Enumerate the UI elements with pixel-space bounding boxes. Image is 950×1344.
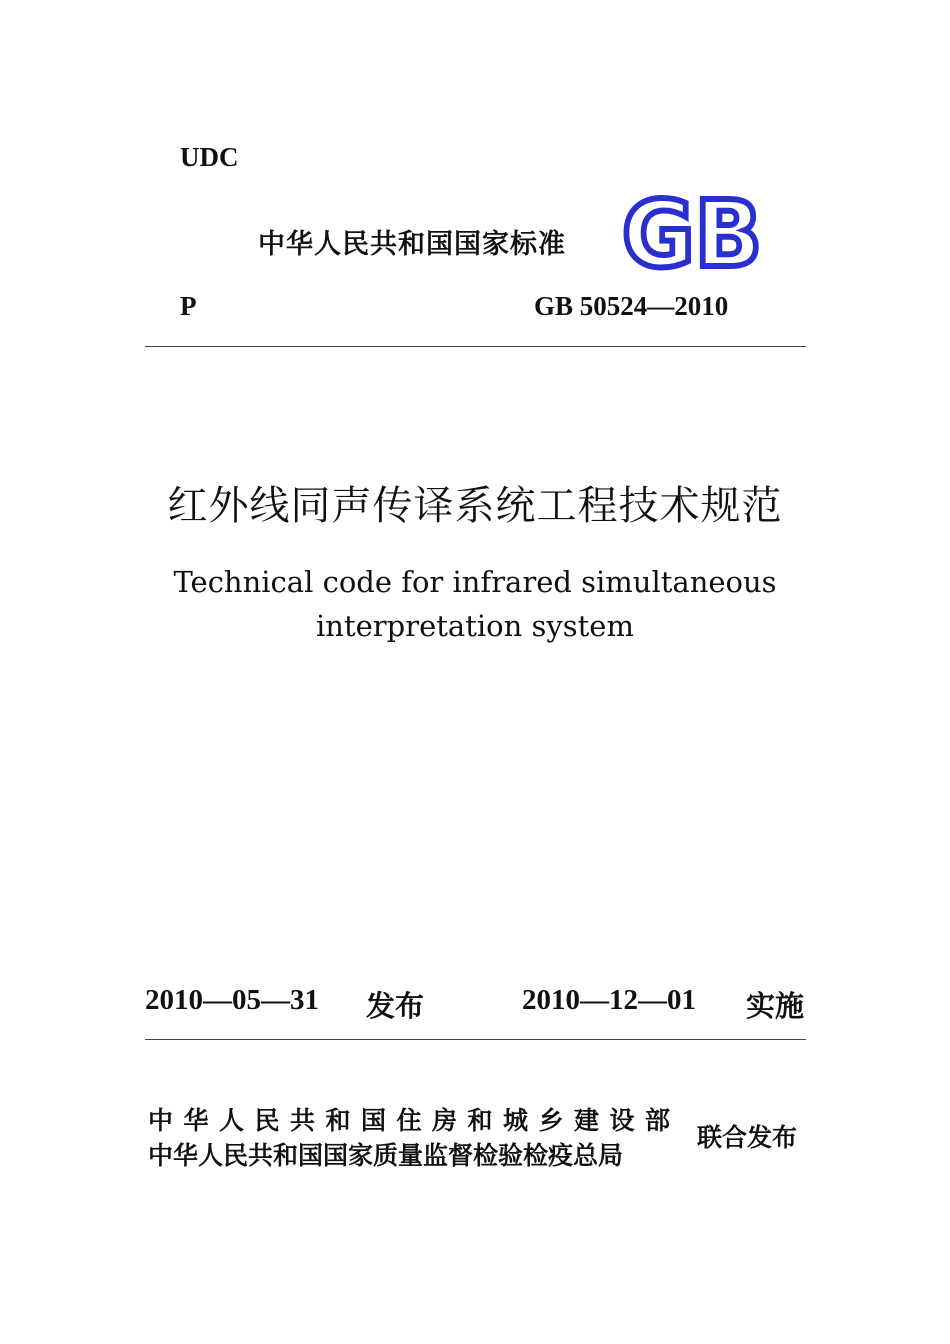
- effective-word-text: 实施: [746, 989, 805, 1023]
- effective-word: [746, 984, 804, 1025]
- joint-release: 联合发布: [697, 1123, 798, 1152]
- issue-word-text: 发布: [366, 989, 425, 1023]
- issuer-ministry-housing: 中华人民共和国住房和城乡建设部: [148, 1106, 681, 1135]
- title-english-line2: interpretation system: [316, 609, 634, 643]
- title-chinese: 红外线同声传译系统工程技术规范: [167, 483, 783, 529]
- issue-word: [366, 984, 424, 1025]
- issue-date: 2010—05—31: [145, 984, 319, 1016]
- national-standard-heading: 中华人民共和国国家标准: [258, 229, 566, 260]
- top-divider: [145, 346, 806, 347]
- issuer-aqsiq: 中华人民共和国国家质量监督检验检疫总局: [148, 1141, 624, 1170]
- bottom-divider: [145, 1039, 806, 1040]
- udc-label: UDC: [180, 142, 239, 172]
- gb-logo-text: GB: [622, 192, 762, 274]
- title-english-line1: Technical code for infrared simultaneous: [173, 565, 777, 599]
- gb-logo-icon: [622, 192, 764, 274]
- effective-date: 2010—12—01: [522, 984, 696, 1016]
- standard-code: GB 50524—2010: [534, 291, 729, 321]
- classification-letter: P: [180, 291, 197, 321]
